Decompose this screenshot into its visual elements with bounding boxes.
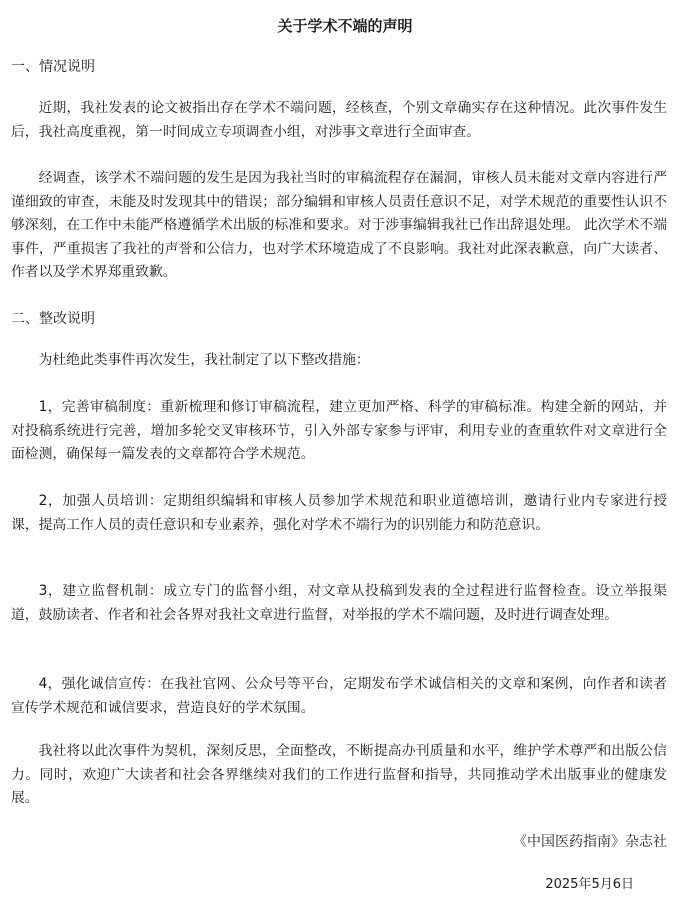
section-heading-situation: 一、情况说明 (11, 59, 95, 75)
signature-publisher: 《中国医药指南》杂志社 (513, 834, 667, 850)
paragraph-closing: 我社将以此次事件为契机，深刻反思，全面整改，不断提高办刊质量和水平，维护学术尊严和出版公信力。同时，欢迎广大读者和社会各界继续对我们的工作进行监督和指导，共同推动学术出版事业的健康发展。 (11, 743, 667, 806)
statement-date: 2025年5月6日 (545, 877, 634, 892)
paragraph-situation-2: 经调查，该学术不端问题的发生是因为我社当时的审稿流程存在漏洞，审核人员未能对文章内容进行严谨细致的审查，未能及时发现其中的错误；部分编辑和审核人员责任意识不足，对学术规范的重要性认识不够深刻，在工作中未能严格遵循学术出版的标准和要求。对于涉事编辑我社已作出辞退处理。 此次学术不端事件，严重损害了我社的声誉和公信力，也对学术环境造成了不良影响。我社对此深表歉意，向广大读者、作者以及学术界郑重致歉。 (11, 170, 667, 280)
paragraph-rectification-intro: 为杜绝此类事件再次发生，我社制定了以下整改措施： (38, 352, 370, 368)
measure-item-4: 4，强化诚信宣传：在我社官网、公众号等平台，定期发布学术诚信相关的文章和案例，向作者和读者宣传学术规范和诚信要求，营造良好的学术氛围。 (11, 676, 667, 716)
paragraph-situation-1: 近期，我社发表的论文被指出存在学术不端问题，经核查，个别文章确实存在这种情况。此次事件发生后，我社高度重视，第一时间成立专项调查小组，对涉事文章进行全面审查。 (11, 100, 667, 140)
measure-item-3: 3，建立监督机制：成立专门的监督小组，对文章从投稿到发表的全过程进行监督检查。设立举报渠道，鼓励读者、作者和社会各界对我社文章进行监督，对举报的学术不端问题，及时进行调查处理。 (11, 583, 667, 623)
measure-item-1: 1，完善审稿制度：重新梳理和修订审稿流程，建立更加严格、科学的审稿标准。构建全新的网站，并对投稿系统进行完善，增加多轮交叉审核环节，引入外部专家参与评审，利用专业的查重软件对文章进行全面检测，确保每一篇发表的文章都符合学术规范。 (11, 399, 667, 462)
measure-item-2: 2，加强人员培训：定期组织编辑和审核人员参加学术规范和职业道德培训，邀请行业内专家进行授课，提高工作人员的责任意识和专业素养，强化对学术不端行为的识别能力和防范意识。 (11, 493, 667, 533)
document-title: 关于学术不端的声明 (277, 17, 413, 35)
section-heading-rectification: 二、整改说明 (11, 311, 95, 327)
